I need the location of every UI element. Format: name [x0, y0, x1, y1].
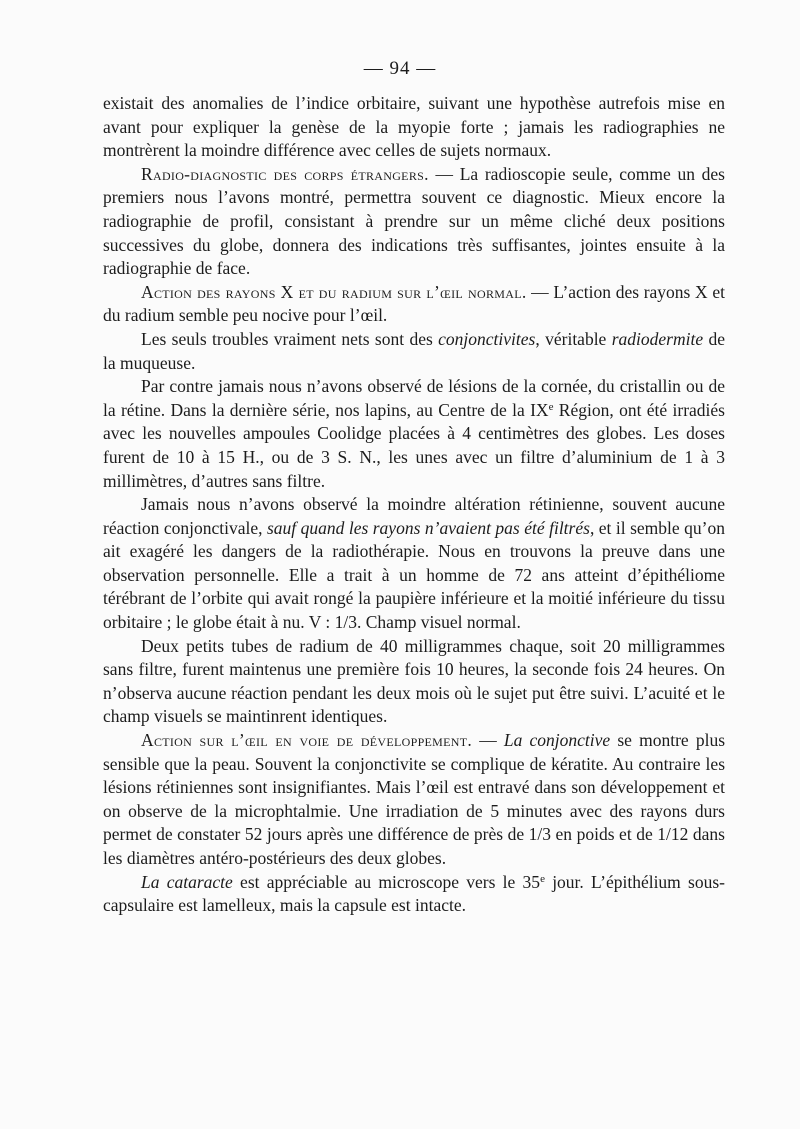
section-heading-developing-eye: Action sur l’œil en voie de développement. — [141, 730, 473, 751]
text-run: se montre plus sensible que la peau. Souvent la conjonctivite se complique de kératite. Au contraire les lésions rétiniennes sont insignifiantes. Mais l’œil est entravé dans son développement et on observe de la microphtalmie. Une irradiation de 5 minutes avec des rayons durs permet de constater 52 jours après une différence de près de 1/3 en poids et de 1/12 dans les diamètres antéro-postérieurs des deux globes. — [103, 730, 726, 868]
superscript: e — [540, 872, 545, 885]
section-heading-foreign-bodies: Radio-diagnostic des corps étrangers. — [141, 163, 429, 184]
italic-run: La conjonctive — [503, 730, 611, 751]
paragraph-observation — [103, 493, 725, 635]
text-run: Région, ont été irradiés avec les nouvelles ampoules Coolidge placées à 4 centimètres des globes. Les doses furent de 10 à 15 H., ou de 3 S. N., les unes avec un filtre d’aluminium de 1 à 3 millimètres, d’autres sans filtre. — [103, 399, 725, 491]
page-body — [103, 92, 725, 918]
section-heading-normal-eye: Action des rayons X et du radium sur l’œil normal. — [141, 281, 527, 302]
text-run: est appréciable au microscope vers le 35 — [232, 871, 541, 892]
paragraph-normal-eye — [103, 281, 725, 328]
superscript: e — [548, 400, 554, 413]
italic-run: conjonctivites — [438, 328, 536, 349]
paragraph-text: — L’action des rayons X et du radium semble peu nocive pour l’œil. — [103, 281, 725, 326]
text-run: , véritable — [535, 328, 612, 349]
text-run: jour. L’épithélium sous-capsulaire est lamelleux, mais la capsule est intacte. — [103, 871, 725, 916]
text-run: Par contre jamais nous n’avons observé de lésions de la cornée, du cristallin ou de la rétine. Dans la dernière série, nos lapins, au Centre de la IX — [103, 376, 725, 420]
paragraph-foreign-bodies — [103, 163, 725, 281]
italic-run: La cataracte — [141, 871, 233, 892]
text-run: Les seuls troubles vraiment nets sont des — [141, 328, 439, 349]
paragraph-cataract — [103, 871, 725, 918]
text-run: , et il semble qu’on ait exagéré les dangers de la radiothérapie. Nous en trouvons la preuve dans une observation personnelle. Elle a trait à un homme de 72 ans atteint d’épithéliome térébrant de l’orbite qui avait rongé la paupière inférieure et la moitié inférieure du tissu orbitaire ; le globe était à nu. V : 1/3. Champ visuel normal. — [103, 517, 725, 633]
paragraph-radium-tubes: Deux petits tubes de radium de 40 milligrammes chaque, soit 20 milligrammes sans filtre, furent maintenus une première fois 10 heures, la seconde fois 24 heures. On n’observa aucune réaction pendant les deux mois où le sujet put être suivi. L’acuité et le champ visuels se maintinrent identiques. — [103, 635, 725, 727]
paragraph-rabbits — [103, 375, 725, 493]
paragraph-text: — La radioscopie seule, comme un des premiers nous l’avons montré, permettra souvent ce diagnostic. Mieux encore la radiographie de profil, consistant à prendre sur un même cliché deux positions successives du globe, donnera des indications très suffisantes, jointes ensuite à la radiographie de face. — [103, 163, 725, 279]
text-run: de la muqueuse. — [103, 328, 725, 373]
text-run: — — [472, 730, 504, 751]
paragraph-developing-eye — [103, 729, 725, 871]
paragraph-orbital-index: existait des anomalies de l’indice orbitaire, suivant une hypothèse autrefois mise en avant pour expliquer la genèse de la myopie forte ; jamais les radiographies ne montrèrent la moindre différence avec celles de sujets normaux. — [103, 93, 725, 161]
page-number: — 94 — — [363, 58, 437, 79]
italic-run: radiodermite — [611, 328, 704, 349]
text-run: Jamais nous n’avons observé la moindre altération rétinienne, souvent aucune réaction conjonctivale, — [103, 494, 725, 538]
paragraph-conjunctivitis — [103, 328, 725, 375]
italic-run: sauf quand les rayons n’avaient pas été filtrés — [266, 517, 590, 538]
